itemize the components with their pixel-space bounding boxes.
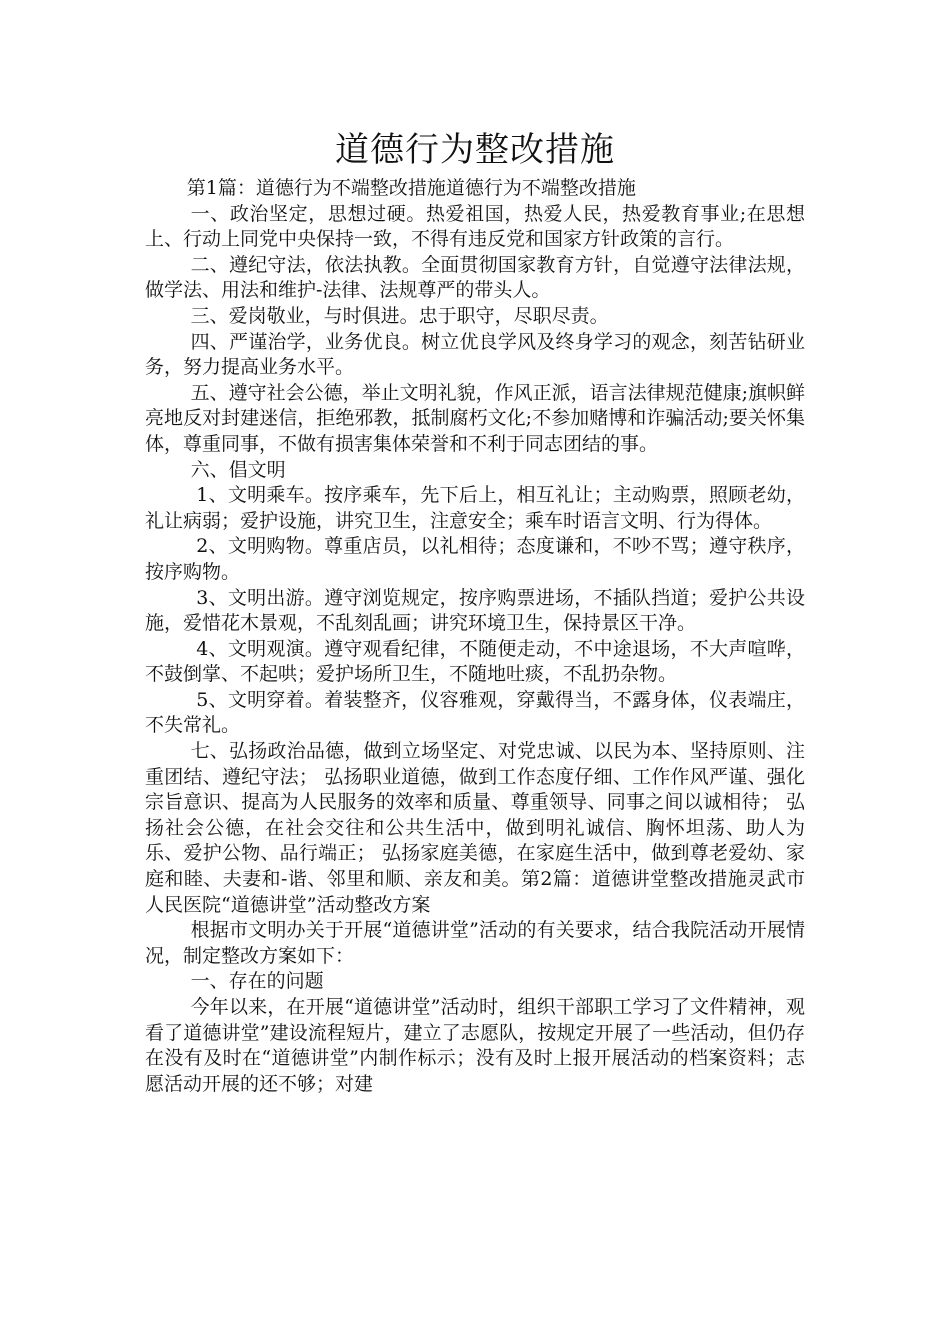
document-paragraph-14: 根据市文明办关于开展“道德讲堂”活动的有关要求，结合我院活动开展情况，制定整改方案如下： xyxy=(145,919,805,967)
document-paragraph-16: 今年以来，在开展“道德讲堂”活动时，组织干部职工学习了文件精神，观看了道德讲堂”建设流程短片，建立了志愿队，按规定开展了一些活动，但仍存在没有及时在“道德讲堂”内制作标示；没有及时上报开展活动的档案资料；志愿活动开展的还不够；对建 xyxy=(145,996,805,1095)
document-paragraph-2: 一、政治坚定，思想过硬。热爱祖国，热爱人民，热爱教育事业;在思想上、行动上同党中央保持一致，不得有违反党和国家方针政策的言行。 xyxy=(145,202,805,251)
document-paragraph-9: 2、文明购物。尊重店员，以礼相待；态度谦和，不吵不骂；遵守秩序，按序购物。 xyxy=(145,535,805,583)
document-paragraph-3: 二、遵纪守法，依法执教。全面贯彻国家教育方针，自觉遵守法律法规，做学法、用法和维护-法律、法规尊严的带头人。 xyxy=(145,253,805,302)
document-paragraph-8: 1、文明乘车。按序乘车，先下后上，相互礼让；主动购票，照顾老幼，礼让病弱；爱护设施，讲究卫生，注意安全；乘车时语言文明、行为得体。 xyxy=(145,484,805,532)
document-paragraph-5: 四、严谨治学，业务优良。树立优良学风及终身学习的观念，刻苦钻研业务，努力提高业务水平。 xyxy=(145,330,805,379)
document-paragraph-7: 六、倡文明 xyxy=(190,458,286,481)
document-title: 道德行为整改措施 xyxy=(335,130,615,170)
document-paragraph-4: 三、爱岗敬业，与时俱进。忠于职守，尽职尽责。 xyxy=(190,304,609,327)
document-paragraph-13: 七、弘扬政治品德，做到立场坚定、对党忠诚、以民为本、坚持原则、注重团结、遵纪守法； 弘扬职业道德，做到工作态度仔细、工作作风严谨、强化宗旨意识、提高为人民服务的效率和质量、尊重领导、同事之间以诚相待； 弘扬社会公德，在社会交往和公共生活中，做到明礼诚信、胸怀坦荡、助人为乐、爱护公物、品行端正； 弘扬家庭美德，在家庭生活中，做到尊老爱幼、家庭和睦、夫妻和-谐、邻里和顺、亲友和美。第2篇：道德讲堂整改措施灵武市人民医院“道德讲堂”活动整改方案 xyxy=(145,740,805,916)
document-paragraph-11: 4、文明观演。遵守观看纪律，不随便走动，不中途退场，不大声喧哗，不鼓倒掌、不起哄；爱护场所卫生，不随地吐痰，不乱扔杂物。 xyxy=(145,637,805,686)
document-paragraph-1: 第1篇：道德行为不端整改措施道德行为不端整改措施 xyxy=(186,177,636,199)
document-page xyxy=(145,128,805,1097)
document-paragraph-6: 五、遵守社会公德，举止文明礼貌，作风正派，语言法律规范健康;旗帜鲜亮地反对封建迷信，拒绝邪教，抵制腐朽文化;不参加赌博和诈骗活动;要关怀集体，尊重同事，不做有损害集体荣誉和不利于同志团结的事。 xyxy=(145,381,805,455)
document-paragraph-15: 一、存在的问题 xyxy=(190,970,324,993)
document-paragraph-12: 5、文明穿着。着装整齐，仪容雅观，穿戴得当，不露身体，仪表端庄，不失常礼。 xyxy=(145,688,805,737)
document-paragraph-10: 3、文明出游。遵守浏览规定，按序购票进场，不插队挡道；爱护公共设施，爱惜花木景观，不乱刻乱画；讲究环境卫生，保持景区干净。 xyxy=(145,586,805,635)
